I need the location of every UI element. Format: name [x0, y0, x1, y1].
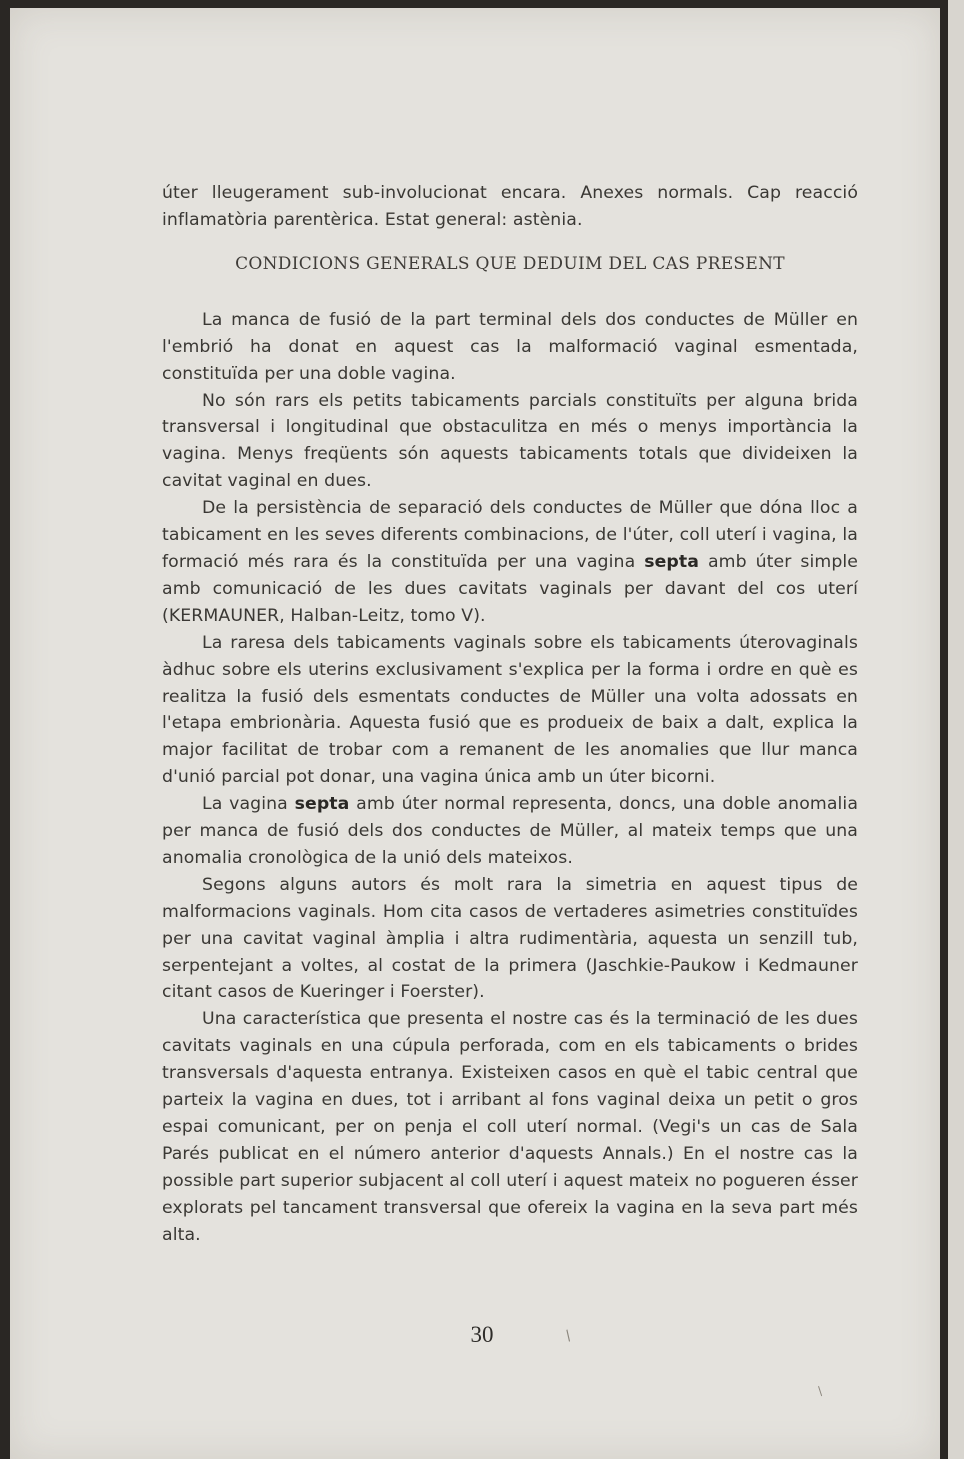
- paragraph-3-text-a: De la persistència de separació dels conductes de Müller que dóna lloc a tabicament en les seves diferents combinacions, de l'úter, coll uterí i vagina, la formació més rara és la constituïda per una vagina: [162, 498, 858, 572]
- page-number: 30: [470, 1322, 494, 1347]
- paragraph-3-text-b: amb úter simple amb comunicació de les dues cavitats vaginals per davant del cos uterí (KERMAUNER, Halban-Leitz, tomo V).: [162, 551, 859, 626]
- page-text-block: [162, 180, 858, 1249]
- paragraph-5-text-a: La vagina: [202, 794, 288, 815]
- paragraph-3-bold-term: septa: [644, 551, 700, 572]
- paragraph-5: [162, 791, 858, 872]
- paragraph-5-bold-term: septa: [294, 794, 350, 815]
- paragraph-6: Segons alguns autors és molt rara la simetria en aquest tipus de malformacions vaginals. Hom cita casos de vertaderes asimetries constituïdes per una cavitat vaginal àmplia i altra rudimentària, aquesta un senzill tub, serpentejant a voltes, al costat de la primera (Jaschkie-Paukow i Kedmauner citant casos de Kueringer i Foerster).: [162, 874, 858, 1003]
- paragraph-3: [162, 495, 858, 630]
- ink-mark: /: [562, 1327, 575, 1345]
- paragraph-5-text-b: amb úter normal representa, doncs, una doble anomalia per manca de fusió dels dos conductes de Müller, al mateix temps que una anomalia cronològica de la unió dels mateixos.: [162, 794, 859, 868]
- ink-mark: /: [814, 1384, 826, 1398]
- intro-paragraph: úter lleugerament sub-involucionat encara. Anexes normals. Cap reacció inflamatòria parentèrica. Estat general: astènia.: [162, 183, 858, 230]
- paragraph-1: La manca de fusió de la part terminal dels dos conductes de Müller en l'embrió ha donat en aquest cas la malformació vaginal esmentada, constituïda per una doble vagina.: [162, 309, 858, 384]
- adjacent-page-edge: [946, 0, 964, 1459]
- paragraph-7: Una característica que presenta el nostre cas és la terminació de les dues cavitats vaginals en una cúpula perforada, com en els tabicaments o brides transversals d'aquesta entranya. Existeixen casos en què el tabic central que parteix la vagina en dues, tot i arribant al fons vaginal deixa un petit o gros espai comunicant, per on penja el coll uterí normal. (Vegi's un cas de Sala Parés publicat en el número anterior d'aquests Annals.) En el nostre cas la possible part superior subjacent al coll uterí i aquest mateix no pogueren ésser explorats pel tancament transversal que ofereix la vagina en la seva part més alta.: [162, 1009, 858, 1245]
- paragraph-4: La raresa dels tabicaments vaginals sobre els tabicaments úterovaginals àdhuc sobre els uterins exclusivament s'explica per la forma i ordre en què es realitza la fusió dels esmentats conductes de Müller una volta adossats en l'etapa embrionària. Aquesta fusió que es produeix de baix a dalt, explica la major facilitat de trobar com a remanent de les anomalies que llur manca d'unió parcial pot donar, una vagina única amb un úter bicorni.: [162, 632, 858, 788]
- section-heading: CONDICIONS GENERALS QUE DEDUIM DEL CAS PRESENT: [235, 253, 785, 274]
- paragraph-2: No són rars els petits tabicaments parcials constituïts per alguna brida transversal i longitudinal que obstaculitza en més o menys importància la vagina. Menys freqüents són aquests tabicaments totals que divideixen la cavitat vaginal en dues.: [162, 390, 858, 492]
